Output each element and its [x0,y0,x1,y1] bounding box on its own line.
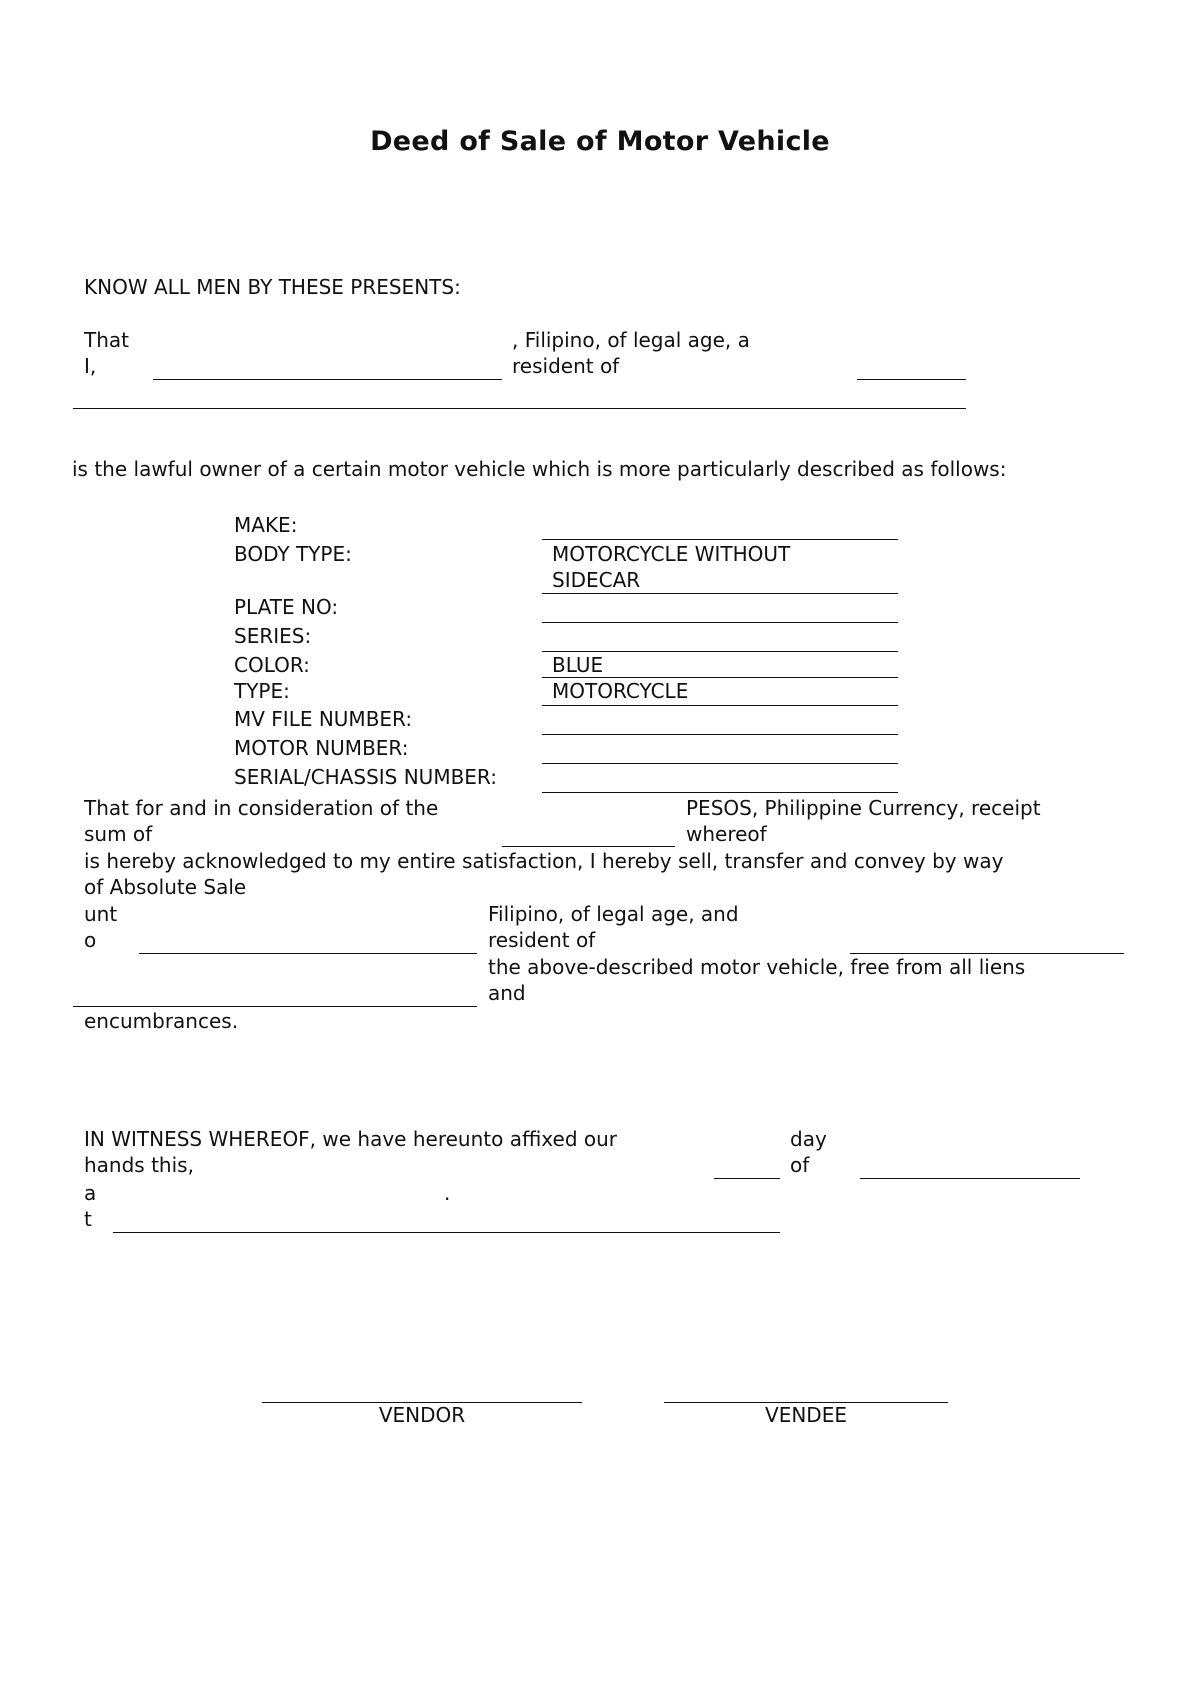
vendor-name-blank[interactable] [153,379,502,380]
mv-file-label: MV FILE NUMBER: [234,707,413,731]
serial-blank[interactable] [542,792,898,793]
witness-of: of [790,1153,810,1177]
intro-i: I, [84,354,97,378]
color-value: BLUE [552,653,604,677]
motor-number-label: MOTOR NUMBER: [234,736,409,760]
consideration-whereof: whereof [686,822,767,846]
consideration-pesos: PESOS, Philippine Currency, receipt [686,796,1041,820]
vendor-residence-blank-2[interactable] [73,408,966,409]
body-type-value: MOTORCYCLE WITHOUT [552,542,791,566]
preamble: KNOW ALL MEN BY THESE PRESENTS: [84,275,461,299]
unto-a: unt [84,902,118,926]
vendee-name-blank[interactable] [139,953,477,954]
series-label: SERIES: [234,624,312,648]
type-label: TYPE: [234,679,290,703]
month-year-blank[interactable] [860,1178,1080,1179]
owner-statement: is the lawful owner of a certain motor vehicle which is more particularly described as follows: [72,457,1007,481]
intro-that: That [84,328,129,352]
vendee-resident: resident of [488,928,596,952]
vendee-label: VENDEE [765,1403,847,1427]
witness-line2: hands this, [84,1153,194,1177]
intro-filipino: , Filipino, of legal age, a [512,328,750,352]
vendor-label: VENDOR [378,1403,466,1427]
vendee-filipino: Filipino, of legal age, and [488,902,739,926]
plate-blank[interactable] [542,622,898,623]
witness-day: day [790,1127,827,1151]
serial-label: SERIAL/CHASSIS NUMBER: [234,765,497,789]
vendee-and: and [488,981,526,1005]
color-label: COLOR: [234,653,310,677]
witness-line1: IN WITNESS WHEREOF, we have hereunto affixed our [84,1127,618,1151]
vendee-residence-blank-2[interactable] [73,1006,477,1007]
consideration-line1: That for and in consideration of the [84,796,439,820]
type-value: MOTORCYCLE [552,679,689,703]
encumbrances: encumbrances. [84,1009,239,1033]
vendor-residence-blank-1[interactable] [857,379,966,380]
consideration-line3: is hereby acknowledged to my entire satisfaction, I hereby sell, transfer and convey by way [84,849,1004,873]
unto-b: o [84,928,97,952]
intro-resident: resident of [512,354,620,378]
vendee-liens: the above-described motor vehicle, free from all liens [488,955,1026,979]
at-b: t [84,1207,92,1231]
consideration-line4: of Absolute Sale [84,875,247,899]
at-period: . [444,1181,451,1205]
mv-file-blank[interactable] [542,734,898,735]
price-blank[interactable] [502,846,675,847]
day-blank[interactable] [714,1178,780,1179]
make-blank[interactable] [542,539,898,540]
make-label: MAKE: [234,513,298,537]
consideration-line2: sum of [84,822,153,846]
type-blank[interactable] [542,705,898,706]
body-type-label: BODY TYPE: [234,542,352,566]
at-a: a [84,1181,97,1205]
motor-number-blank[interactable] [542,763,898,764]
place-blank[interactable] [113,1232,780,1233]
body-type-blank[interactable] [542,593,898,594]
document-title: Deed of Sale of Motor Vehicle [370,126,830,157]
plate-label: PLATE NO: [234,595,339,619]
body-type-value-2: SIDECAR [552,568,641,592]
